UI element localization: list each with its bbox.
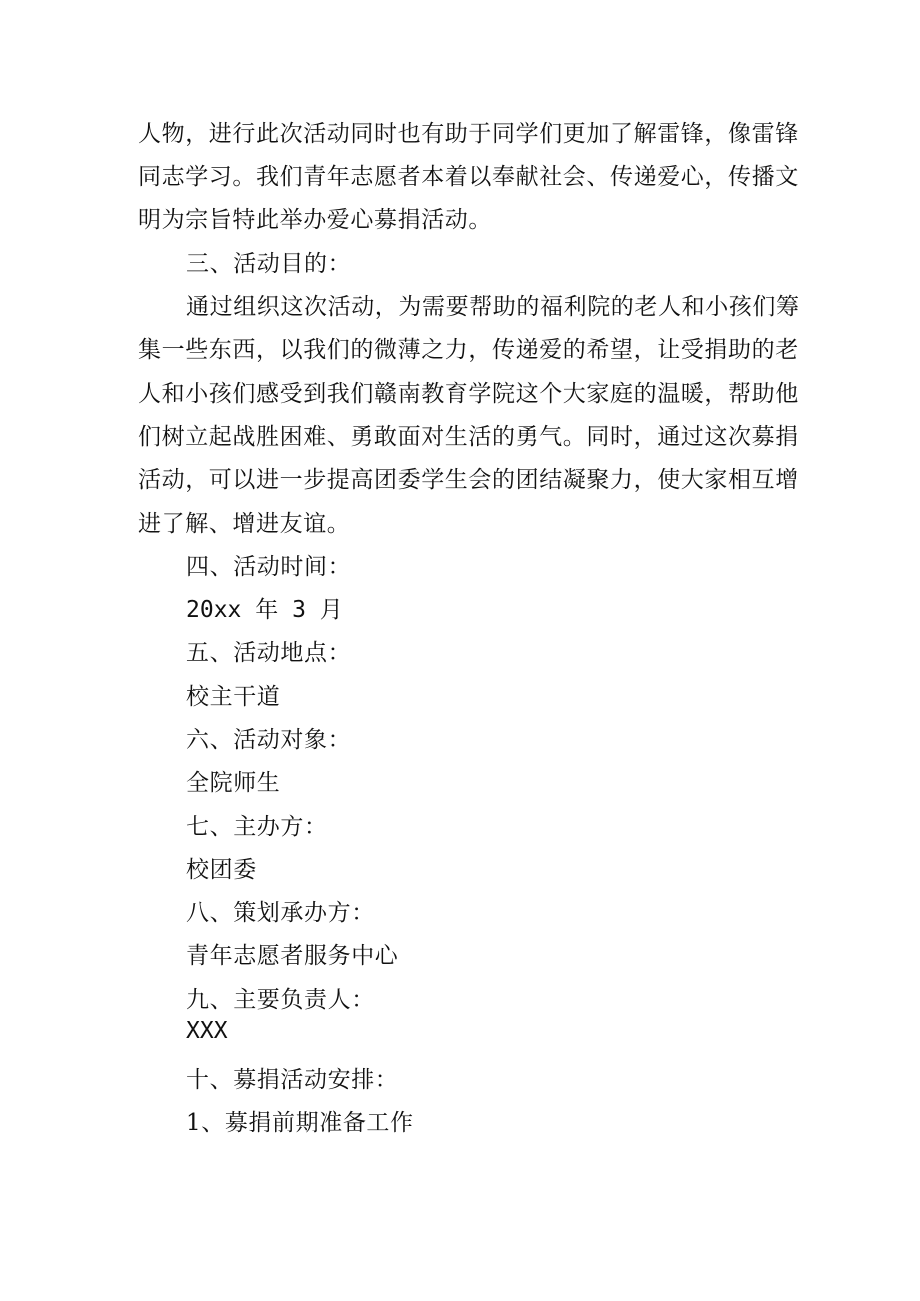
place-value: 校主干道 xyxy=(186,684,281,710)
arrangement-item-1: 1、募捐前期准备工作 xyxy=(186,1110,414,1136)
time-heading: 四、活动时间： xyxy=(186,554,352,580)
purpose-heading: 三、活动目的： xyxy=(186,251,352,277)
purpose-line-2: 集一些东西，以我们的微薄之力，传递爱的希望，让受捐助的老 xyxy=(138,337,799,363)
intro-line-1: 人物，进行此次活动同时也有助于同学们更加了解雷锋，像雷锋 xyxy=(138,121,799,147)
target-heading: 六、活动对象： xyxy=(186,727,352,753)
arrangement-heading: 十、募捐活动安排： xyxy=(186,1067,399,1093)
target-value: 全院师生 xyxy=(186,770,281,796)
intro-line-2: 同志学习。我们青年志愿者本着以奉献社会、传递爱心，传播文 xyxy=(138,164,799,190)
leader-value: XXX xyxy=(186,1018,228,1044)
purpose-line-5: 活动，可以进一步提高团委学生会的团结凝聚力，使大家相互增 xyxy=(138,467,799,493)
intro-line-3: 明为宗旨特此举办爱心募捐活动。 xyxy=(138,207,492,233)
purpose-line-1: 通过组织这次活动，为需要帮助的福利院的老人和小孩们筹 xyxy=(186,294,800,320)
place-heading: 五、活动地点： xyxy=(186,640,352,666)
purpose-line-3: 人和小孩们感受到我们赣南教育学院这个大家庭的温暖，帮助他 xyxy=(138,381,799,407)
time-value: 20xx 年 3 月 xyxy=(186,597,343,623)
organizer-value: 青年志愿者服务中心 xyxy=(186,943,399,969)
host-value: 校团委 xyxy=(186,857,257,883)
organizer-heading: 八、策划承办方： xyxy=(186,900,375,926)
purpose-line-6: 进了解、增进友谊。 xyxy=(138,511,351,537)
purpose-line-4: 们树立起战胜困难、勇敢面对生活的勇气。同时，通过这次募捐 xyxy=(138,424,799,450)
host-heading: 七、主办方： xyxy=(186,814,328,840)
leader-heading: 九、主要负责人： xyxy=(186,987,375,1013)
